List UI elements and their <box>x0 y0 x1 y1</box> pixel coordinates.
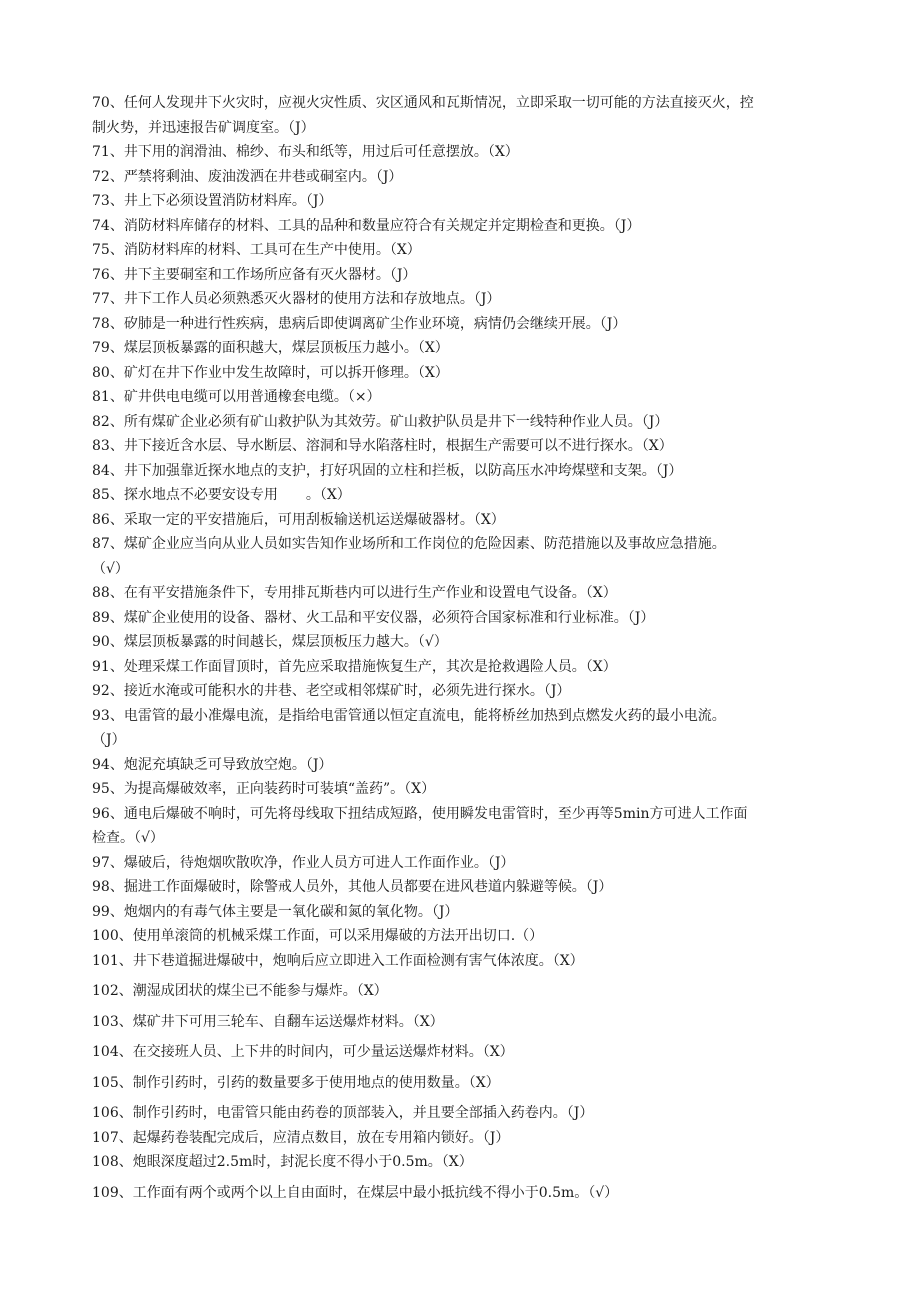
question-text: 84、井下加强靠近探水地点的支护，打好巩固的立柱和拦板，以防高压水冲垮煤壁和支架。（J） <box>92 462 683 479</box>
question-item <box>92 238 828 263</box>
question-item <box>92 679 828 704</box>
question-text: 105、制作引药时，引药的数量要多于使用地点的使用数量。（X） <box>92 1074 500 1091</box>
question-text: 75、消防材料库的材料、工具可在生产中使用。（X） <box>92 242 421 258</box>
question-text: 79、煤层顶板暴露的面积越大，煤层顶板压力越小。（X） <box>92 340 449 356</box>
question-text: 70、任何人发现井下火灾时，应视火灾性质、灾区通风和瓦斯情况，立即采取一切可能的方法直接灭火，控 <box>92 95 754 111</box>
question-item <box>92 704 828 753</box>
question-item <box>92 1150 828 1175</box>
question-text: 77、井下工作人员必须熟悉灭火器材的使用方法和存放地点。（J） <box>92 291 501 307</box>
question-text: 93、电雷管的最小准爆电流，是指给电雷管通以恒定直流电，能将桥丝加热到点燃发火药的最小电流。 <box>92 707 726 724</box>
question-text: 81、矿井供电电缆可以用普通橡套电缆。（×） <box>92 389 381 405</box>
question-text: 80、矿灯在井下作业中发生故障时，可以拆开修理。（X） <box>92 364 449 381</box>
question-item <box>92 630 828 655</box>
question-item <box>92 361 828 386</box>
question-item <box>92 312 828 337</box>
question-item <box>92 924 828 949</box>
question-text: 94、炮泥充填缺乏可导致放空炮。（J） <box>92 756 333 773</box>
question-item <box>92 1010 828 1035</box>
question-item <box>92 434 828 459</box>
question-text: 96、通电后爆破不响时，可先将母线取下扭结成短路，使用瞬发电雷管时，至少再等5min方可进人工作面 <box>92 805 748 822</box>
question-text: 82、所有煤矿企业必须有矿山救护队为其效劳。矿山救护队员是井下一线特种作业人员。（J） <box>92 413 669 430</box>
question-item <box>92 875 828 900</box>
question-item <box>92 655 828 680</box>
question-item <box>92 1181 828 1206</box>
question-list <box>92 91 828 1205</box>
question-item <box>92 189 828 214</box>
question-item <box>92 1126 828 1151</box>
question-text: 95、为提高爆破效率，正向装药时可装填“盖药”。（X） <box>92 781 436 797</box>
question-item <box>92 140 828 165</box>
question-item <box>92 1101 828 1126</box>
question-item <box>92 532 828 581</box>
question-text: 108、炮眼深度超过2.5m时，封泥长度不得小于0.5m。（X） <box>92 1154 473 1170</box>
question-item <box>92 753 828 778</box>
question-item <box>92 581 828 606</box>
question-text: 102、潮湿成团状的煤尘已不能参与爆炸。（X） <box>92 983 388 999</box>
question-item <box>92 165 828 190</box>
question-text-continued: （J） <box>92 732 126 748</box>
question-text: 91、处理采煤工作面冒顶时，首先应采取措施恢复生产，其次是抢救遇险人员。（X） <box>92 658 617 675</box>
question-item <box>92 949 828 974</box>
question-text: 78、矽肺是一种进行性疾病，患病后即使调离矿尘作业环境，病情仍会继续开展。（J） <box>92 315 627 332</box>
question-item <box>92 508 828 533</box>
question-item <box>92 900 828 925</box>
question-text: 100、使用单滚筒的机械采煤工作面，可以采用爆破的方法开出切口.（） <box>92 928 544 944</box>
question-text: 87、煤矿企业应当向从业人员如实告知作业场所和工作岗位的危险因素、防范措施以及事故应急措施。 <box>92 536 726 552</box>
question-text: 103、煤矿井下可用三轮车、自翻车运送爆炸材料。（X） <box>92 1013 444 1030</box>
question-text: 107、起爆药卷装配完成后，应清点数目，放在专用箱内锁好。（J） <box>92 1129 510 1146</box>
question-item <box>92 1040 828 1065</box>
question-text: 72、严禁将剩油、废油泼洒在井巷或硐室内。（J） <box>92 168 403 185</box>
question-item <box>92 91 828 140</box>
question-text: 104、在交接班人员、上下井的时间内，可少量运送爆炸材料。（X） <box>92 1044 514 1060</box>
question-text: 90、煤层顶板暴露的时间越长，煤层顶板压力越大。（√） <box>92 634 448 650</box>
question-text: 73、井上下必须设置消防材料库。（J） <box>92 193 333 209</box>
question-text-continued: （√） <box>92 560 129 577</box>
question-text: 92、接近水淹或可能积水的井巷、老空或相邻煤矿时，必须先进行探水。（J） <box>92 683 571 699</box>
question-text: 106、制作引药时，电雷管只能由药卷的顶部装入，并且要全部插入药卷内。（J） <box>92 1105 594 1121</box>
question-item <box>92 287 828 312</box>
question-item <box>92 459 828 484</box>
question-text: 98、掘进工作面爆破时，除警戒人员外，其他人员都要在进风巷道内躲避等候。（J） <box>92 879 613 895</box>
question-text: 101、井下巷道掘进爆破中，炮响后应立即进入工作面检测有害气体浓度。（X） <box>92 952 584 969</box>
question-item <box>92 1071 828 1096</box>
question-text: 74、消防材料库储存的材料、工具的品种和数量应符合有关规定并定期检查和更换。（J） <box>92 217 641 234</box>
question-text: 83、井下接近含水层、导水断层、溶洞和导水陷落柱时，根据生产需要可以不进行探水。（X） <box>92 438 673 454</box>
question-item <box>92 777 828 802</box>
question-text: 85、探水地点不必要安设专用 。（X） <box>92 487 351 503</box>
question-item <box>92 979 828 1004</box>
question-text: 97、爆破后，待炮烟吹散吹净，作业人员方可进人工作面作业。（J） <box>92 854 515 871</box>
question-text-continued: 检查。（√） <box>92 830 164 846</box>
question-item <box>92 385 828 410</box>
question-item <box>92 410 828 435</box>
question-text: 71、井下用的润滑油、棉纱、布头和纸等，用过后可任意摆放。（X） <box>92 144 519 160</box>
question-item <box>92 483 828 508</box>
question-item <box>92 263 828 288</box>
question-text: 99、炮烟内的有毒气体主要是一氧化碳和氮的氧化物。（J） <box>92 903 459 920</box>
question-item <box>92 214 828 239</box>
question-text: 109、工作面有两个或两个以上自由面时，在煤层中最小抵抗线不得小于0.5m。（√） <box>92 1184 619 1201</box>
question-item <box>92 851 828 876</box>
question-text: 89、煤矿企业使用的设备、器材、火工品和平安仪器，必须符合国家标准和行业标准。（J） <box>92 609 655 626</box>
question-text: 88、在有平安措施条件下，专用排瓦斯巷内可以进行生产作业和设置电气设备。（X） <box>92 585 617 601</box>
question-text: 76、井下主要硐室和工作场所应备有灭火器材。（J） <box>92 266 417 283</box>
question-text-continued: 制火势，并迅速报告矿调度室。（J） <box>92 119 315 136</box>
question-item <box>92 606 828 631</box>
question-item <box>92 802 828 851</box>
question-item <box>92 336 828 361</box>
question-text: 86、采取一定的平安措施后，可用刮板输送机运送爆破器材。（X） <box>92 511 505 528</box>
